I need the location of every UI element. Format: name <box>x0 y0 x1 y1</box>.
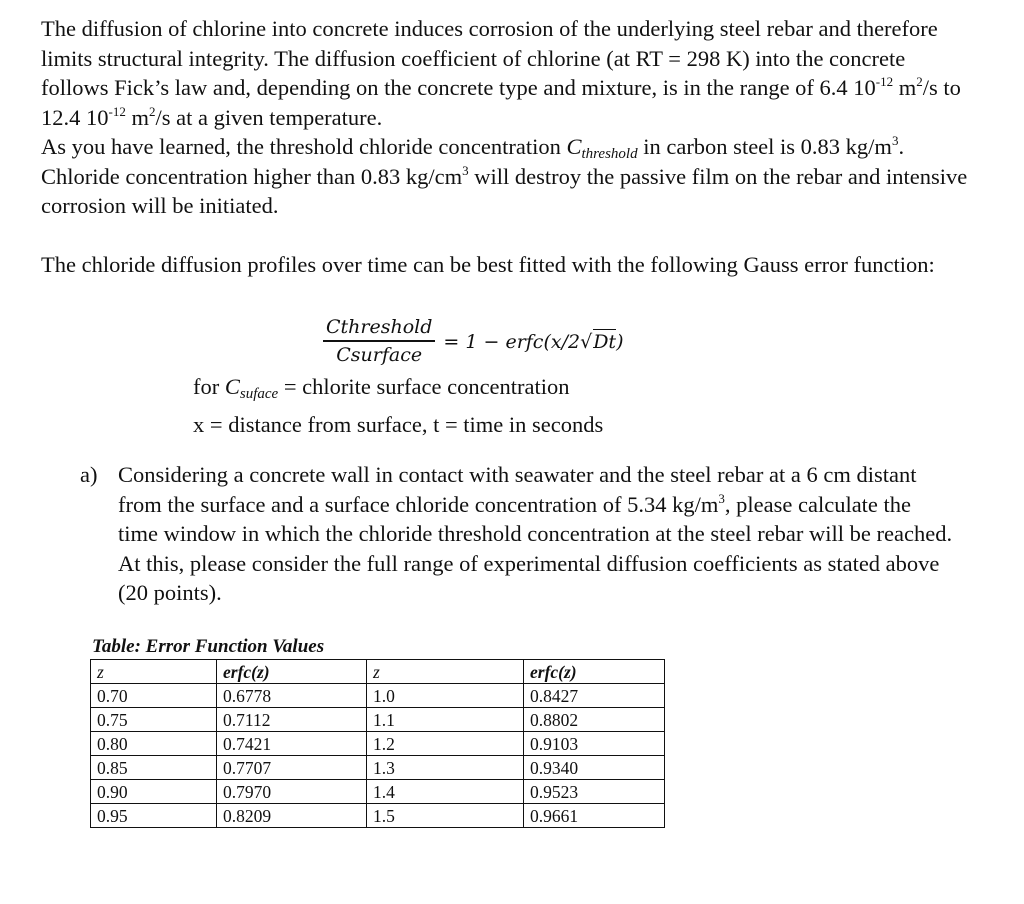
intro-text-4: As you have learned, the threshold chloride concentration <box>41 134 567 159</box>
table-row <box>91 732 665 756</box>
intro-text-2: /s to 12.4 10 <box>41 75 961 130</box>
equation-rhs <box>443 329 623 353</box>
question-label: a) <box>80 462 98 487</box>
table-row <box>91 756 665 780</box>
header-z: z <box>367 660 524 684</box>
def-text: for <box>193 374 225 399</box>
intro-text-1: The diffusion of chlorine into concrete induces corrosion of the underlying steel rebar and therefore limits structural integrity. The diffusion coefficient of chlorine (at RT = 298 K) into the concrete follows Fick’s law and, depending on the concrete type and mixture, is in the range of 6.4 10 <box>41 16 938 100</box>
intro-text-6: . Chloride concentration higher than 0.83 kg/cm <box>41 134 905 189</box>
definitions <box>193 372 603 439</box>
table-cell: 0.9523 <box>524 780 665 804</box>
exponent: -12 <box>875 74 894 89</box>
rhs-close: ) <box>616 331 624 353</box>
table-row <box>91 804 665 828</box>
exponent: 3 <box>718 490 725 506</box>
denominator: Csurface <box>336 343 423 366</box>
intro-text-7: will destroy the passive film on the rebar and intensive corrosion will be initiated. <box>41 163 968 218</box>
table-cell: 0.9340 <box>524 756 665 780</box>
table-cell: 1.0 <box>367 684 524 708</box>
intro-text-3: /s at a given temperature. <box>155 104 383 130</box>
table-cell: 0.9661 <box>524 804 665 828</box>
concentration-ratio <box>323 316 435 366</box>
table-cell: 0.6778 <box>217 684 367 708</box>
table-cell: 1.4 <box>367 780 524 804</box>
table-cell: 0.75 <box>91 708 217 732</box>
sqrt-icon: √ <box>580 331 593 353</box>
definition-line-2: x = distance from surface, t = time in seconds <box>193 411 604 437</box>
table-cell: 0.7112 <box>217 708 367 732</box>
table-cell: 0.95 <box>91 804 217 828</box>
table-cell: 0.7970 <box>217 780 367 804</box>
c-symbol: C <box>224 374 240 399</box>
exponent: 3 <box>891 133 899 148</box>
table-cell: 1.3 <box>367 756 524 780</box>
suface-subscript: suface <box>239 386 279 402</box>
rhs-text: = 1 − erfc(x/2 <box>443 331 581 353</box>
numerator: Cthreshold <box>326 316 433 339</box>
table-cell: 0.70 <box>91 684 217 708</box>
c-symbol: C <box>566 134 582 159</box>
table-cell: 1.2 <box>367 732 524 756</box>
table-cell: 0.8802 <box>524 708 665 732</box>
exponent: 2 <box>148 103 156 119</box>
threshold-subscript: threshold <box>581 146 638 162</box>
table-caption: Table: Error Function Values <box>92 636 325 657</box>
header-erfc: erfc(z) <box>217 660 367 684</box>
table-cell: 0.90 <box>91 780 217 804</box>
question-a <box>80 460 956 608</box>
table-cell: 1.5 <box>367 804 524 828</box>
header-z: z <box>91 660 217 684</box>
sqrt-body: Dt <box>593 331 617 353</box>
header-erfc: erfc(z) <box>524 660 665 684</box>
question-text <box>118 460 956 608</box>
exponent: 2 <box>916 74 923 89</box>
table-cell: 0.8427 <box>524 684 665 708</box>
table-cell: 0.85 <box>91 756 217 780</box>
exponent: -12 <box>108 103 126 119</box>
table-cell: 0.8209 <box>217 804 367 828</box>
table-row <box>91 708 665 732</box>
table-row <box>91 780 665 804</box>
question-text-1: Considering a concrete wall in contact with seawater and the steel rebar at a 6 cm distant from the surface and a surface chloride concentration of 5.34 kg/m <box>118 462 917 517</box>
table-cell: 0.7707 <box>217 756 367 780</box>
gauss-error-equation <box>323 308 623 374</box>
error-function-table <box>90 659 665 828</box>
table-header-row <box>91 660 665 684</box>
table-cell: 0.7421 <box>217 732 367 756</box>
definition-line-1 <box>193 372 603 410</box>
table-cell: 1.1 <box>367 708 524 732</box>
unit: m <box>125 104 149 130</box>
fit-paragraph: The chloride diffusion profiles over time can be best fitted with the following Gauss error function: <box>41 252 935 277</box>
exponent: 3 <box>462 162 469 178</box>
table-cell: 0.80 <box>91 732 217 756</box>
unit: m <box>893 75 917 100</box>
intro-paragraph <box>41 14 971 221</box>
def-text: = chlorite surface concentration <box>278 374 570 399</box>
table-cell: 0.9103 <box>524 732 665 756</box>
intro-text-5: in carbon steel is 0.83 kg/m <box>637 134 892 159</box>
table-row <box>91 684 665 708</box>
question-text-2: , please calculate the time window in which the chloride threshold concentration at the steel rebar will be reached. At this, please consider the full range of experimental diffusion coefficients as stated above (20 points). <box>118 491 953 605</box>
